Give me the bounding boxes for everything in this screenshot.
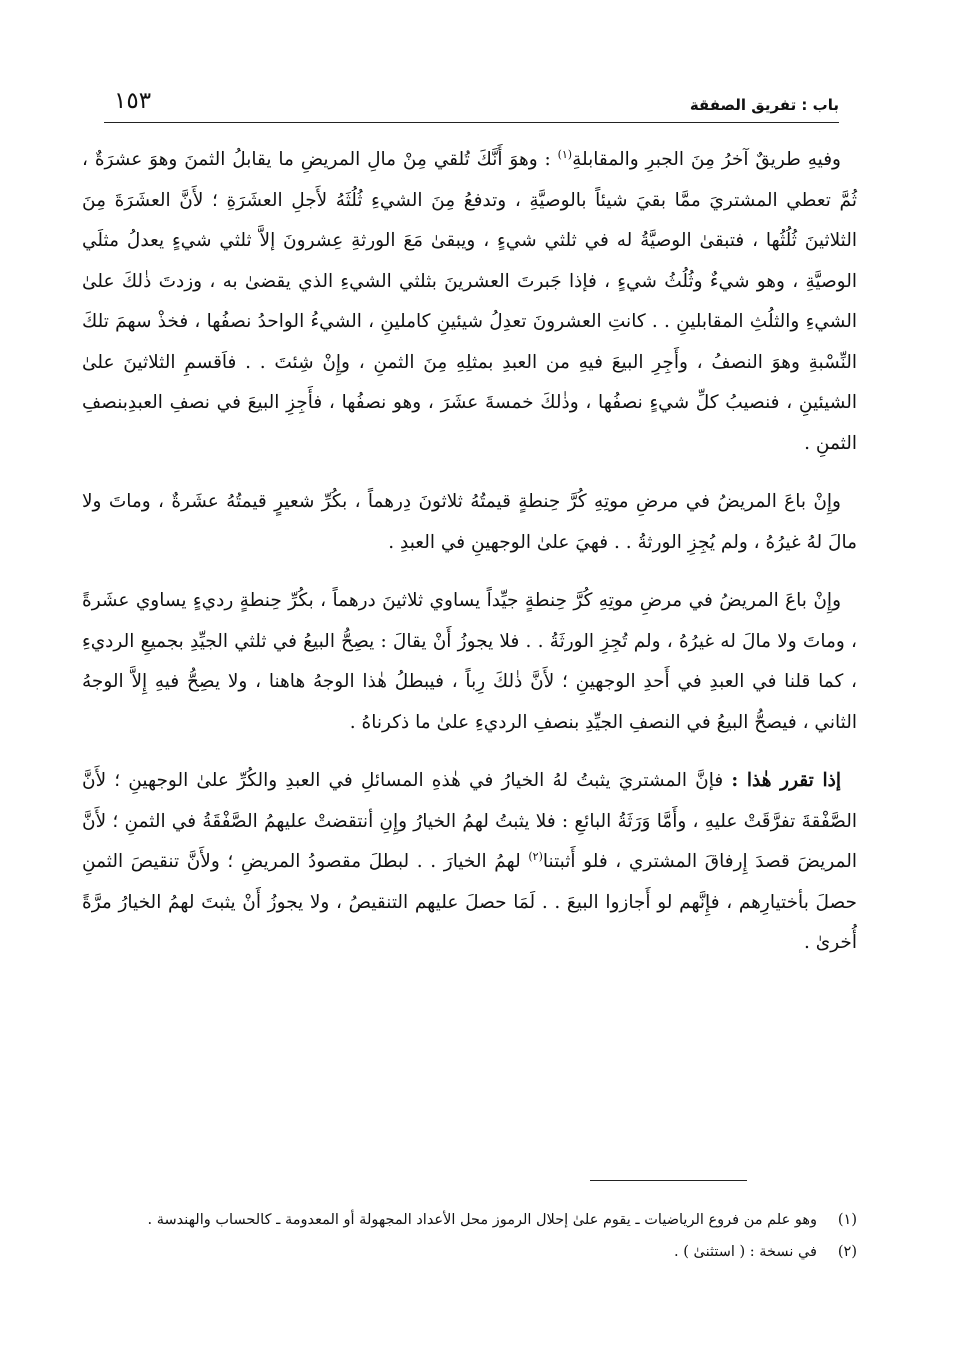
paragraph-4-part-b: لهمُ الخيارَ . . لبطلَ مقصودُ المريضِ ؛ ولأَنَّ تنقيصَ الثمنِ حصلَ بأختيارِهم ، فإِنَّهم لو أَجازوا البيعَ . . لَمَا حصلَ عليهم التنقيصُ ، ولا يجوزُ أَنْ يثبتَ لهمُ الخيارُ مرَّةً أُخرىٰ . bbox=[82, 851, 857, 953]
paragraph-4-lead: إذا تقرر هٰذا : bbox=[731, 770, 841, 791]
page-header bbox=[104, 88, 839, 123]
footnote-item bbox=[80, 1207, 857, 1234]
footnote-separator bbox=[590, 1180, 747, 1181]
paragraph-4 bbox=[82, 761, 857, 964]
footnote-item bbox=[80, 1239, 857, 1266]
footnote-number: (٢) bbox=[837, 1244, 857, 1260]
page-number: ١٥٣ bbox=[114, 88, 152, 114]
footnote-ref-1[interactable]: (١) bbox=[557, 147, 573, 161]
footnote-text: في نسخة : ( استثنىٰ ) . bbox=[674, 1244, 817, 1260]
footnotes bbox=[80, 1207, 857, 1271]
footnote-number: (١) bbox=[837, 1212, 857, 1228]
chapter-title: باب : تفريق الصفقة bbox=[689, 96, 839, 114]
paragraph-1-part-b: : وهوَ أَنَّكَ تُلقي مِنْ مالِ المريضِ ما يقابلُ الثمنَ وهوَ عشرَةٌ ، ثُمَّ تعطي المشتريَ ممَّا بقيَ شيئاً بالوصيَّةِ ، وتدفعُ مِنَ الشيءِ ثُلُثَهُ لأَجلِ العشَرَةِ ؛ لأَنَّ العشَرَةَ مِنَ الثلاثينَ ثُلُثُها ، فتبقىٰ الوصيَّةُ له في ثلثي شيءٍ ، ويبقىٰ مَعَ الورثةِ عِشرونَ إلاَّ ثلثي شيءٍ يعدلُ مثلَي الوصيَّةِ ، وهو شيءٌ وثُلُثُ شيءٍ ، فإذا جَبرتَ العشرينَ بثلثي الشيءِ الذي يقضىٰ به ، وزدتَ ذٰلكَ علىٰ الشيءِ والثلُثِ المقابلينِ . . كانتِ العشرونَ تعدِلُ شيئينِ كاملينِ ، الشيءُ الواحدُ نصفُها ، فخذْ سهمَ تلكَ النِّسْبةِ وهوَ النصفُ ، وأَجِرِ البيعَ فيهِ من العبدِ بمثلِهِ مِنَ الثمنِ ، وإِنْ شِئتَ . . فاَقسمِ الثلاثينَ علىٰ الشيئينِ ، فنصيبُ كلِّ شيءٍ نصفُها ، وذٰلكَ خمسةَ عشَرَ ، وهو نصفُها ، فأَجِزِ البيعَ في نصفِ العبدِبنصفِ الثمنِ . bbox=[82, 149, 857, 454]
paragraph-4-part-a: فإنَّ المشتريَ يثبتُ لهُ الخيارُ في هٰذهِ المسائلِ في العبدِ والكُرِّ علىٰ الوجهينِ ؛ لأَنَّ الصَّفْقةَ تفرَّقَتْ عليهِ ، وأَمَّا وَرَثَةُ البائعِ : فلا يثبتُ لهمُ الخيارُ وإِنِ أنتقضتْ عليهمُ الصَّفْقَةُ في الثمنِ ؛ لأَنَّ المريضَ قصدَ إِرفاقَ المشتري ، فلو أَثبتنا bbox=[82, 770, 857, 872]
main-text bbox=[82, 140, 857, 982]
footnote-ref-2[interactable]: (٢) bbox=[528, 849, 543, 863]
footnote-text: وهو علم من فروع الرياضيات ـ يقوم علىٰ إحلال الرموز محل الأعداد المجهولة أو المعدومة ـ كالحساب والهندسة . bbox=[147, 1212, 817, 1228]
paragraph-1 bbox=[82, 140, 857, 464]
paragraph-3: وإِنْ باعَ المريضُ في مرضِ موتِهِ كُرَّ حِنطةٍ جيِّداً يساوي ثلاثينَ درهماً ، بكُرِّ حِنطةٍ رديءٍ يساوي عشَرةً ، وماتَ ولا مالَ له غيرُهُ ، ولم تُجِزِ الورثَةُ . . فلا يجوزُ أَنْ يقالَ : يصِحُّ البيعُ في ثلثي الجيِّدِ بجميعِ الرديءِ ، كما قلنا في العبدِ في أَحدِ الوجهينِ ؛ لأَنَّ ذٰلكَ رِباً ، فيبطلُ هٰذا الوجهُ هاهنا ، ولا يصِحُّ فيهِ إِلاَّ الوجهُ الثاني ، فيصحُّ البيعُ في النصفِ الجيِّدِ بنصفِ الرديءِ علىٰ ما ذكرناهُ . bbox=[82, 590, 857, 733]
paragraph-2: وإِنْ باعَ المريضُ في مرضِ موتِهِ كُرَّ حِنطةٍ قيمتُهُ ثلاثونَ دِرهماً ، بكُرِّ شعيرٍ قيمتُهُ عشَرةٌ ، وماتَ ولا مالَ لهُ غيرُهُ ، ولم يُجِزِ الورثةُ . . فهيَ علىٰ الوجهينِ في العبدِ . bbox=[82, 491, 857, 553]
paragraph-1-part-a: وفيهِ طريقٌ آخرُ مِنَ الجبرِ والمقابلةِ bbox=[572, 149, 841, 170]
